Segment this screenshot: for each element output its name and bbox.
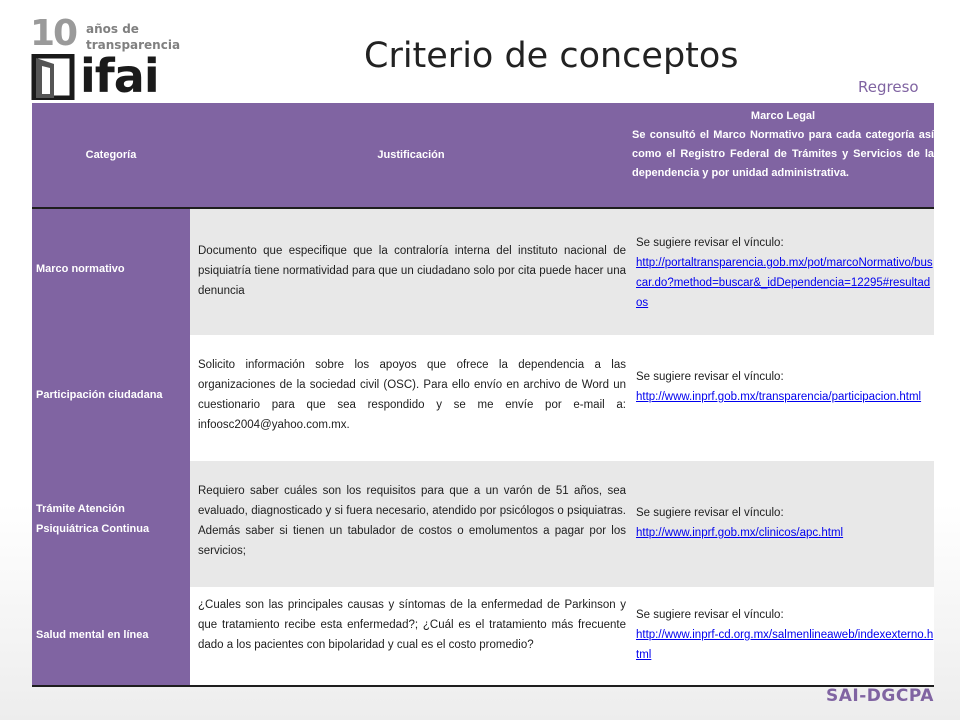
header-legal-framework xyxy=(632,107,934,183)
legal-link[interactable]: http://www.inprf.gob.mx/transparencia/participacion.html xyxy=(636,391,922,403)
logo-line-2: transparencia xyxy=(86,38,181,52)
header-legal-body: Se consultó el Marco Normativo para cada categoría así como el Registro Federal de Trámites y Servicios de la dependencia y por unidad administrativa. xyxy=(632,129,934,179)
legal-prefix: Se sugiere revisar el vínculo: xyxy=(636,609,784,621)
category-label: Participación ciudadana xyxy=(36,389,163,401)
legal-prefix: Se sugiere revisar el vínculo: xyxy=(636,507,784,519)
legal-prefix: Se sugiere revisar el vínculo: xyxy=(636,237,784,249)
table-row xyxy=(190,461,934,587)
header-category: Categoría xyxy=(85,149,137,161)
legal-link[interactable]: http://www.inprf.gob.mx/clinicos/apc.html xyxy=(636,527,844,539)
page-title: Criterio de conceptos xyxy=(364,36,739,76)
legal-cell xyxy=(636,233,934,313)
door-icon xyxy=(28,54,78,100)
logo-wordmark: ifai xyxy=(80,49,159,103)
justification-cell: ¿Cuales son las principales causas y síntomas de la enfermedad de Parkinson y que tratamiento recibe esta enfermedad?; ¿Cuál es el tratamiento más frecuente dado a los pacientes con bipolaridad y cual es el costo promedio? xyxy=(198,599,626,651)
concepts-table xyxy=(32,103,934,685)
table-bottom-border xyxy=(32,685,934,687)
table-row xyxy=(190,587,934,685)
legal-link[interactable]: http://www.inprf-cd.org.mx/salmenlineaweb/indexexterno.html xyxy=(636,629,934,661)
legal-prefix: Se sugiere revisar el vínculo: xyxy=(636,371,784,383)
legal-cell xyxy=(636,605,934,665)
category-column xyxy=(32,209,190,685)
logo-number: 10 xyxy=(30,13,77,54)
legal-cell xyxy=(636,503,934,543)
category-label: Marco normativo xyxy=(36,263,125,275)
table-row xyxy=(190,209,934,335)
header-justification: Justificación xyxy=(377,149,445,161)
header-legal-title: Marco Legal xyxy=(750,110,816,122)
justification-cell: Solicito información sobre los apoyos que ofrece la dependencia a las organizaciones de la sociedad civil (OSC). Para ello envío en archivo de Word un cuestionario para que sea respondido y se me envíe por e-mail a: infoosc2004@yahoo.com.mx. xyxy=(198,359,626,431)
justification-cell: Requiero saber cuáles son los requisitos para que a un varón de 51 años, sea evaluado, diagnosticado y si fuera necesario, atendido por psicólogos o psiquiatras. Además saber si tienen un tabulador de costos o emolumentos a pagar por los servicios; xyxy=(198,485,626,557)
category-label: Salud mental en línea xyxy=(36,629,149,641)
table-header xyxy=(32,103,934,209)
back-link[interactable]: Regreso xyxy=(858,78,919,96)
logo-line-1: años de xyxy=(86,22,139,36)
legal-cell xyxy=(636,367,934,407)
ifai-logo xyxy=(22,10,180,102)
justification-cell: Documento que especifique que la contraloría interna del instituto nacional de psiquiatría tiene normatividad para que un ciudadano solo por cita puede hacer una denuncia xyxy=(198,245,626,297)
table-row xyxy=(190,335,934,461)
category-label: Trámite Atención Psiquiátrica Continua xyxy=(36,503,150,535)
legal-link[interactable]: http://portaltransparencia.gob.mx/pot/marcoNormativo/buscar.do?method=buscar&_idDependencia=12295#resultados xyxy=(636,257,933,309)
footer-brand: SAI-DGCPA xyxy=(826,686,934,706)
